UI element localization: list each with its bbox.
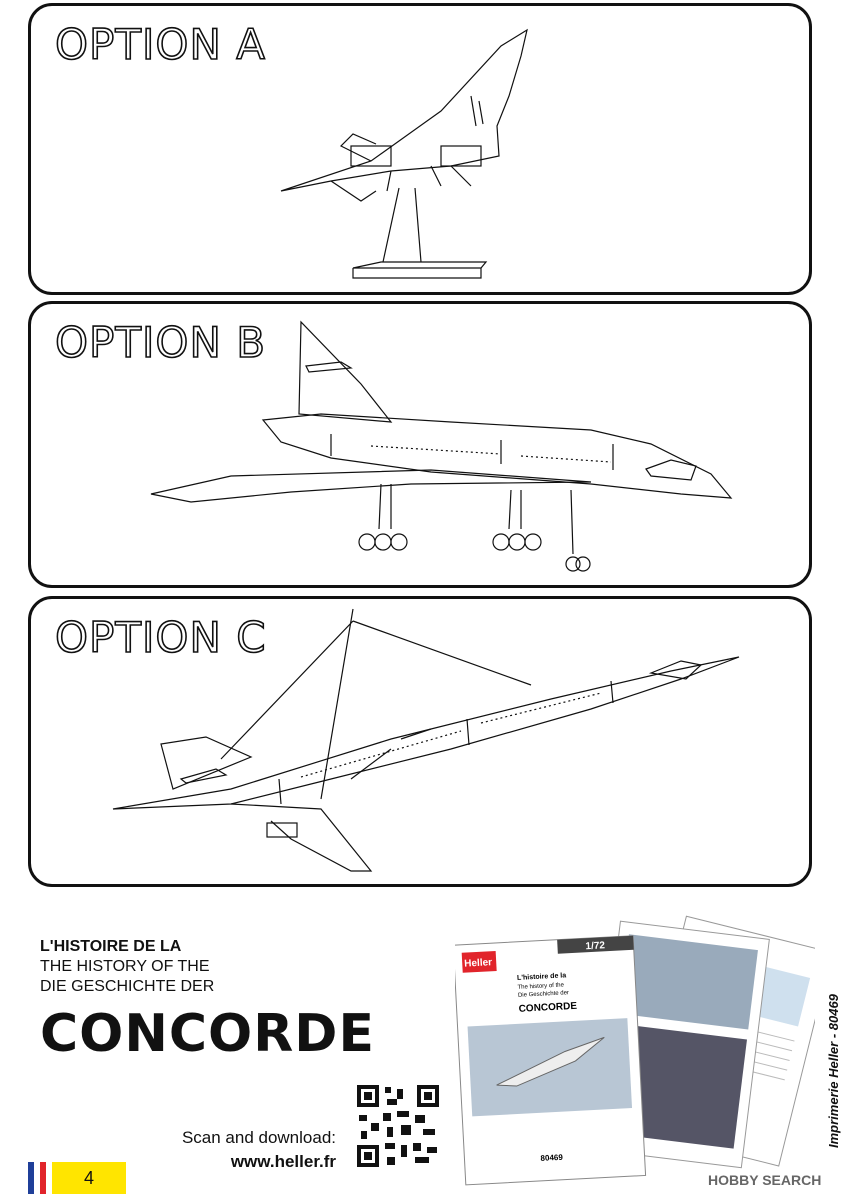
booklet-line3: Die Geschichte der	[517, 990, 570, 999]
concorde-banking-view-drawing	[31, 599, 811, 885]
history-booklet-image	[455, 912, 815, 1192]
option-b-panel	[28, 301, 812, 588]
scan-download-label: Scan and download:	[181, 1128, 336, 1147]
history-line-en: THE HISTORY OF THE	[40, 958, 210, 975]
qr-code[interactable]	[357, 1085, 439, 1167]
history-line-fr: L'HISTOIRE DE LA	[40, 938, 182, 955]
concorde-on-stand-drawing	[31, 6, 811, 292]
french-flag	[28, 1162, 46, 1194]
imprint-text: Imprimerie Heller - 80469	[826, 994, 841, 1148]
booklet-line2: The history of the	[517, 982, 565, 991]
page-number: 4	[52, 1162, 126, 1194]
option-a-panel	[28, 3, 812, 295]
booklet-code: 80469	[540, 1152, 564, 1163]
history-block	[40, 937, 214, 997]
heller-url-link[interactable]: www.heller.fr	[230, 1152, 336, 1171]
option-a-title: OPTION A	[55, 20, 266, 69]
booklet-title: CONCORDE	[518, 1000, 578, 1015]
concorde-title: CONCORDE	[40, 1004, 375, 1064]
booklet-scale: 1/72	[585, 940, 606, 953]
booklet-line1: L'histoire de la	[516, 972, 567, 982]
concorde-side-view-drawing	[31, 304, 811, 586]
hobby-search-watermark: HOBBY SEARCH	[708, 1172, 822, 1188]
option-b-title: OPTION B	[55, 318, 267, 367]
option-c-panel	[28, 596, 812, 887]
booklet-brand: Heller	[463, 957, 493, 970]
option-c-title: OPTION C	[55, 613, 267, 662]
history-line-de: DIE GESCHICHTE DER	[40, 978, 215, 995]
